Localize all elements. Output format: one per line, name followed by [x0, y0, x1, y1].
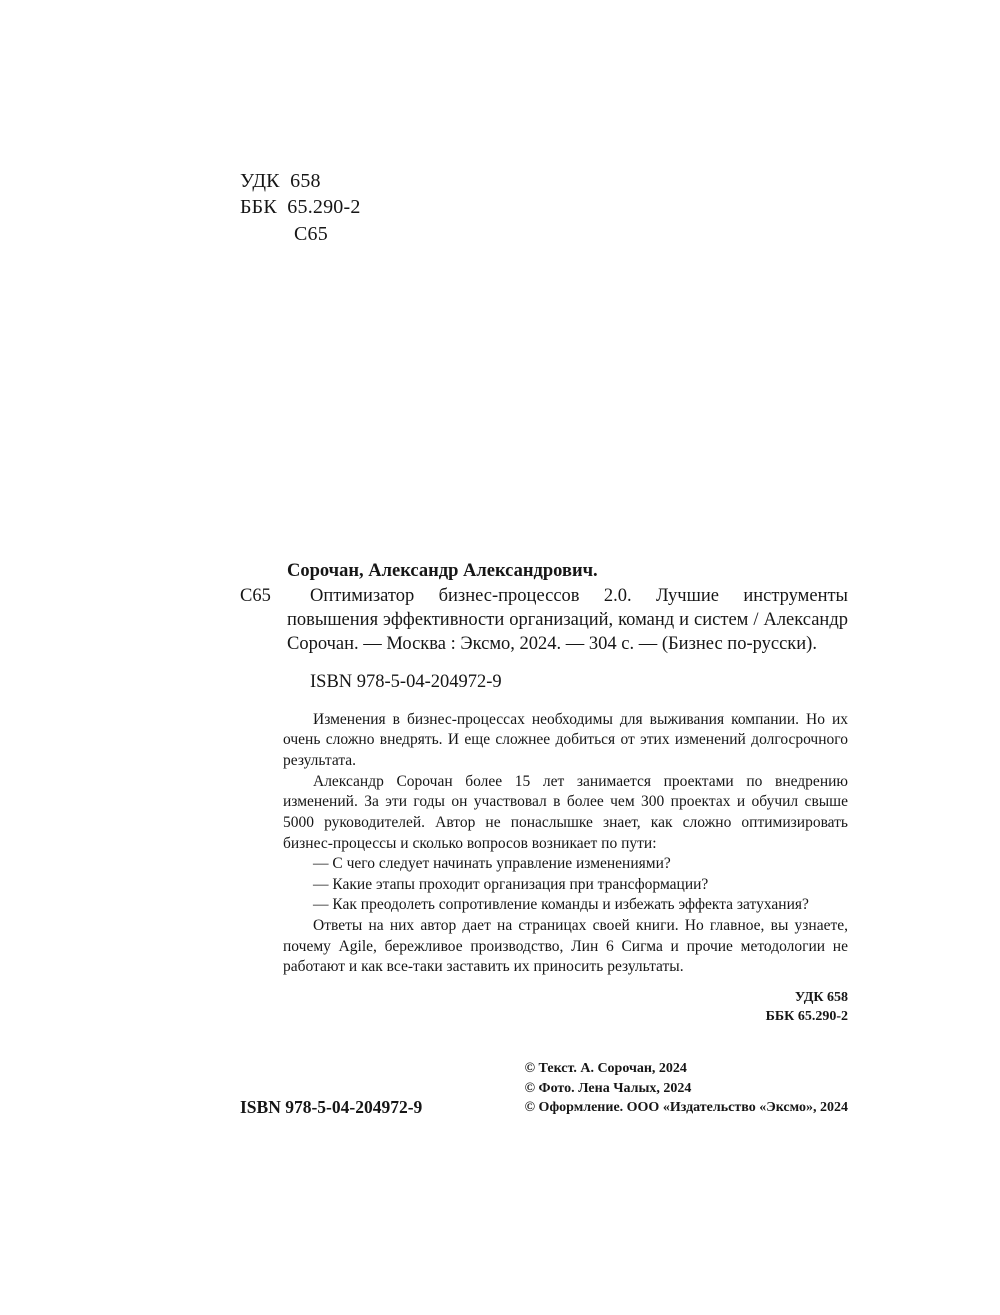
bibliographic-description [240, 584, 848, 657]
top-classification-codes [240, 168, 848, 247]
annotation-paragraph: Ответы на них автор дает на страницах своей книги. Но главное, вы узнаете, почему Agile, бережливое производство, Лин 6 Сигма и прочие методологии не работают и как все-таки заставить их приносить результаты. [283, 916, 848, 976]
bbk-code-right: ББК 65.290-2 [765, 1009, 848, 1025]
copyright-design-line: © Оформление. ООО «Издательство «Эксмо», 2024 [524, 1100, 848, 1116]
author-name: Сорочан, Александр Александрович. [287, 561, 598, 582]
udk-code-right: УДК 658 [794, 989, 848, 1005]
annotation-block [283, 710, 848, 978]
catalog-letter-code-top: С65 [294, 222, 328, 245]
annotation-question: — Как преодолеть сопротивление команды и избежать эффекта затухания? [313, 896, 809, 914]
bibliographic-description-text: Оптимизатор бизнес-процессов 2.0. Лучшие инструменты повышения эффективности организаций, команд и систем / Александр Сорочан. — Москва : Эксмо, 2024. — 304 с. — (Бизнес по-русски). [287, 585, 848, 655]
annotation-question: — С чего следует начинать управление изменениями? [313, 855, 671, 873]
copyright-photo-line: © Фото. Лена Чалых, 2024 [524, 1080, 692, 1096]
catalog-letter-code: С65 [240, 585, 271, 606]
footer-block [240, 1059, 848, 1118]
annotation-paragraph: Александр Сорочан более 15 лет занимается проектами по внедрению изменений. За эти годы он участвовал в более чем 300 проектах и обучил свыше 5000 руководителей. Автор не понаслышке знает, как сложно оптимизировать бизнес-процессы и сколько вопросов возникает по пути: [283, 772, 848, 852]
annotation-paragraph: Изменения в бизнес-процессах необходимы для выживания компании. Но их очень сложно внедрять. И еще сложнее добиться от этих изменений долгосрочного результата. [283, 710, 848, 770]
isbn-footer: ISBN 978-5-04-204972-9 [240, 1096, 423, 1117]
copyright-notices [525, 1059, 848, 1118]
copyright-text-line: © Текст. А. Сорочан, 2024 [524, 1060, 687, 1076]
isbn-catalog: ISBN 978-5-04-204972-9 [310, 671, 502, 692]
right-classification-codes [240, 988, 848, 1027]
annotation-question: — Какие этапы проходит организация при трансформации? [313, 875, 709, 893]
bbk-code-top: ББК 65.290-2 [240, 196, 361, 219]
udk-code-top: УДК 658 [240, 170, 321, 192]
catalog-entry-block [240, 559, 848, 694]
